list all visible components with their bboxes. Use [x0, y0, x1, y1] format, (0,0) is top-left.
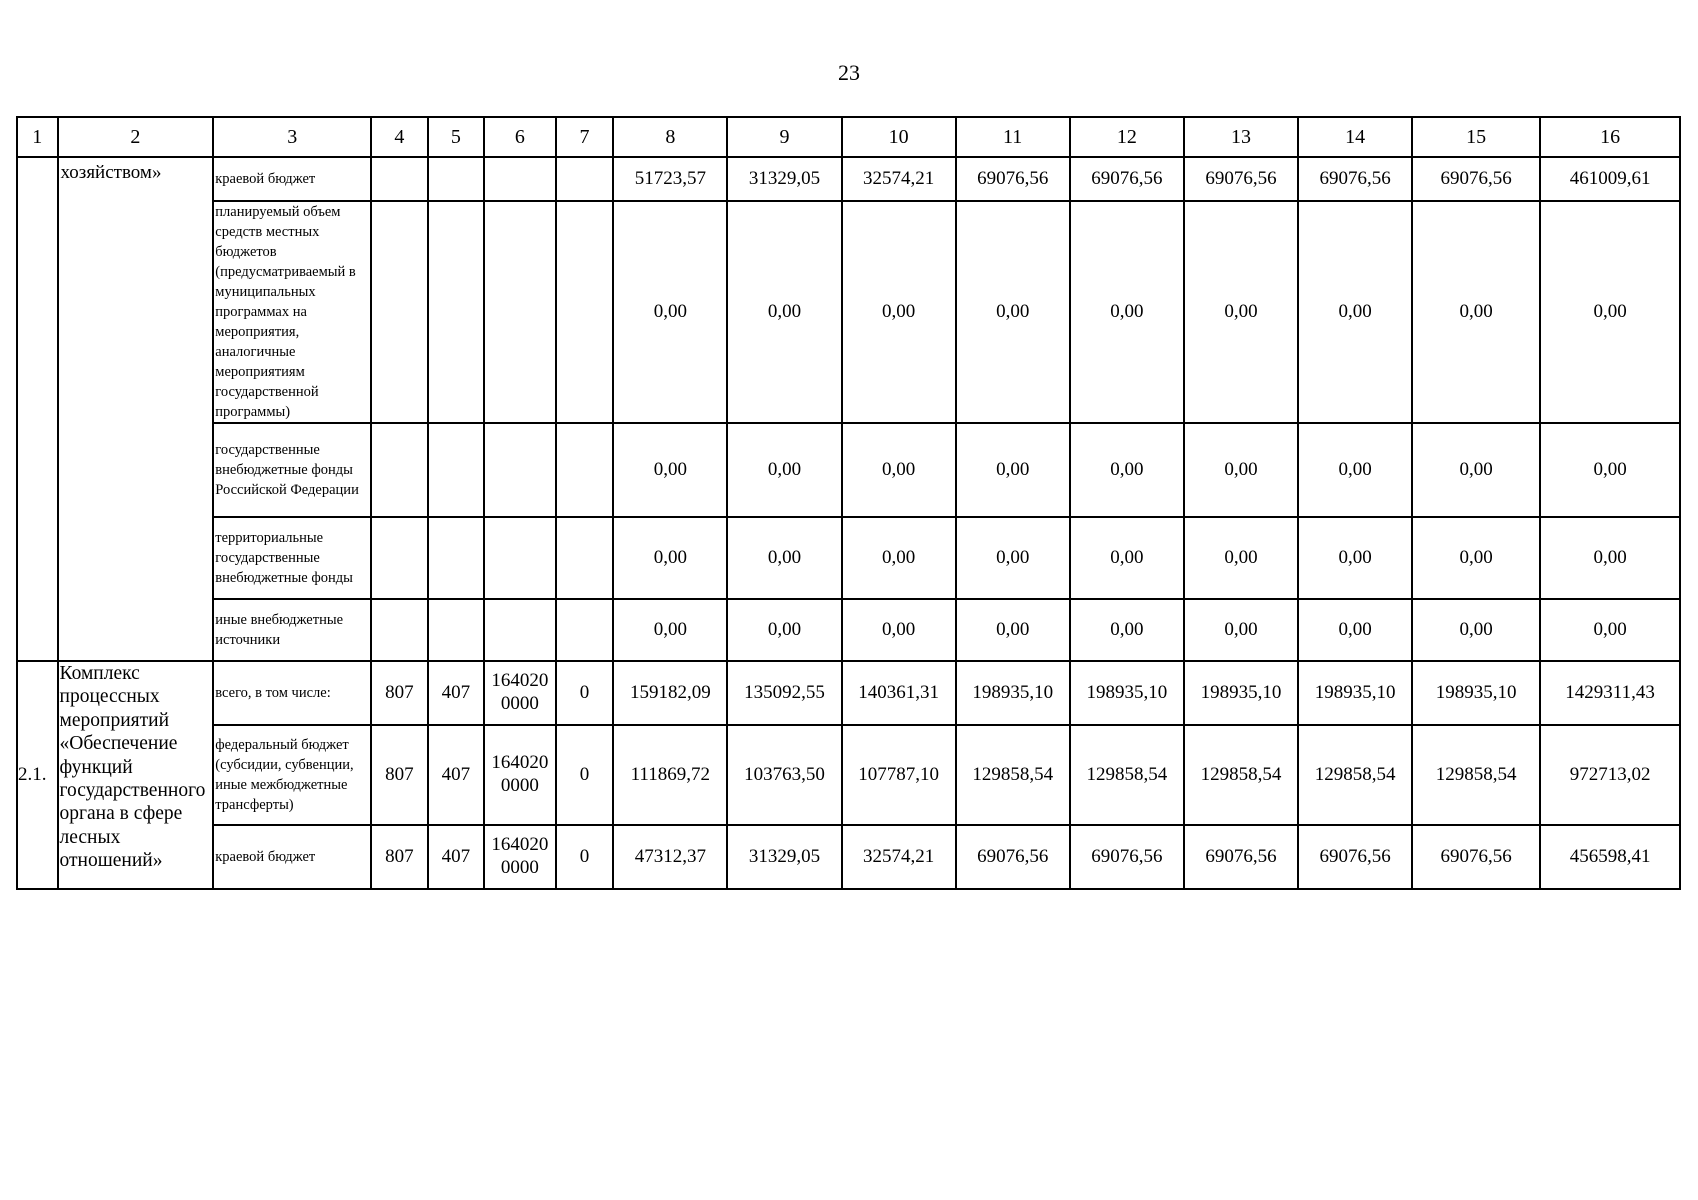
code-cell	[371, 201, 428, 423]
column-header: 8	[613, 117, 727, 157]
value-cell: 103763,50	[727, 725, 841, 825]
code-cell	[428, 157, 485, 201]
code-cell	[484, 201, 555, 423]
value-cell: 47312,37	[613, 825, 727, 889]
value-cell: 456598,41	[1540, 825, 1680, 889]
funding-source: территориальные государственные внебюджетные фонды	[213, 517, 371, 599]
funding-source: краевой бюджет	[213, 825, 371, 889]
funding-source: планируемый объем средств местных бюджетов (предусматриваемый в муниципальных программах на мероприятия, аналогичные мероприятиям государственной программы)	[213, 201, 371, 423]
code-cell	[556, 201, 614, 423]
value-cell: 0,00	[727, 517, 841, 599]
value-cell: 0,00	[1070, 517, 1184, 599]
value-cell: 0,00	[1184, 599, 1298, 661]
column-header: 12	[1070, 117, 1184, 157]
item-name: Комплекс процессных мероприятий «Обеспечение функций государственного органа в сфере лесных отношений»	[58, 661, 214, 889]
code-cell	[428, 423, 485, 517]
column-header: 1	[17, 117, 58, 157]
header-row	[17, 117, 1680, 157]
value-cell: 0,00	[1184, 423, 1298, 517]
value-cell: 111869,72	[613, 725, 727, 825]
column-header: 3	[213, 117, 371, 157]
value-cell: 129858,54	[956, 725, 1070, 825]
value-cell: 69076,56	[1412, 157, 1540, 201]
column-header: 4	[371, 117, 428, 157]
value-cell: 461009,61	[1540, 157, 1680, 201]
value-cell: 0,00	[613, 423, 727, 517]
value-cell: 0,00	[842, 201, 956, 423]
value-cell: 0,00	[613, 201, 727, 423]
code-cell: 164020 0000	[484, 725, 555, 825]
code-cell	[484, 157, 555, 201]
code-cell: 164020 0000	[484, 825, 555, 889]
value-cell: 129858,54	[1412, 725, 1540, 825]
column-header: 2	[58, 117, 214, 157]
value-cell: 0,00	[1298, 599, 1412, 661]
code-cell: 0	[556, 825, 614, 889]
value-cell: 31329,05	[727, 157, 841, 201]
value-cell: 0,00	[1298, 201, 1412, 423]
value-cell: 198935,10	[1412, 661, 1540, 725]
value-cell: 135092,55	[727, 661, 841, 725]
value-cell: 69076,56	[956, 157, 1070, 201]
value-cell: 198935,10	[1298, 661, 1412, 725]
value-cell: 0,00	[1298, 517, 1412, 599]
column-header: 5	[428, 117, 485, 157]
column-header: 7	[556, 117, 614, 157]
column-header: 16	[1540, 117, 1680, 157]
code-cell	[556, 599, 614, 661]
budget-table	[16, 116, 1681, 890]
funding-source: государственные внебюджетные фонды Российской Федерации	[213, 423, 371, 517]
funding-source: краевой бюджет	[213, 157, 371, 201]
code-cell	[371, 423, 428, 517]
value-cell: 0,00	[956, 599, 1070, 661]
column-header: 15	[1412, 117, 1540, 157]
table-row	[17, 599, 1680, 661]
value-cell: 0,00	[1540, 201, 1680, 423]
column-header: 13	[1184, 117, 1298, 157]
value-cell: 0,00	[1412, 599, 1540, 661]
value-cell: 0,00	[956, 423, 1070, 517]
value-cell: 0,00	[1184, 201, 1298, 423]
code-cell: 407	[428, 661, 485, 725]
page-number: 23	[838, 60, 860, 85]
value-cell: 0,00	[1540, 423, 1680, 517]
value-cell: 0,00	[727, 201, 841, 423]
table-row	[17, 661, 1680, 725]
value-cell: 0,00	[727, 599, 841, 661]
value-cell: 972713,02	[1540, 725, 1680, 825]
code-cell	[556, 157, 614, 201]
table-row	[17, 423, 1680, 517]
value-cell: 0,00	[1540, 599, 1680, 661]
code-cell	[428, 517, 485, 599]
code-cell: 164020 0000	[484, 661, 555, 725]
table-row	[17, 825, 1680, 889]
value-cell: 0,00	[1184, 517, 1298, 599]
value-cell: 198935,10	[1070, 661, 1184, 725]
value-cell: 69076,56	[956, 825, 1070, 889]
value-cell: 129858,54	[1070, 725, 1184, 825]
value-cell: 0,00	[613, 599, 727, 661]
value-cell: 69076,56	[1070, 825, 1184, 889]
code-cell	[484, 517, 555, 599]
column-header: 10	[842, 117, 956, 157]
column-header: 14	[1298, 117, 1412, 157]
column-header: 6	[484, 117, 555, 157]
value-cell: 140361,31	[842, 661, 956, 725]
value-cell: 0,00	[842, 599, 956, 661]
code-cell	[484, 599, 555, 661]
code-cell	[428, 599, 485, 661]
value-cell: 69076,56	[1184, 157, 1298, 201]
value-cell: 1429311,43	[1540, 661, 1680, 725]
value-cell: 69076,56	[1412, 825, 1540, 889]
code-cell: 407	[428, 825, 485, 889]
value-cell: 0,00	[842, 423, 956, 517]
code-cell	[556, 517, 614, 599]
code-cell: 807	[371, 825, 428, 889]
code-cell	[371, 157, 428, 201]
code-cell	[556, 423, 614, 517]
value-cell: 69076,56	[1184, 825, 1298, 889]
value-cell: 0,00	[1070, 599, 1184, 661]
code-cell: 807	[371, 725, 428, 825]
code-cell	[371, 517, 428, 599]
value-cell: 107787,10	[842, 725, 956, 825]
code-cell	[484, 423, 555, 517]
item-name: хозяйством»	[58, 157, 214, 661]
value-cell: 129858,54	[1298, 725, 1412, 825]
funding-source: всего, в том числе:	[213, 661, 371, 725]
value-cell: 198935,10	[1184, 661, 1298, 725]
table-row	[17, 157, 1680, 201]
row-index: 2.1.	[17, 661, 58, 889]
value-cell: 0,00	[842, 517, 956, 599]
column-header: 11	[956, 117, 1070, 157]
funding-source: иные внебюджетные источники	[213, 599, 371, 661]
value-cell: 69076,56	[1298, 825, 1412, 889]
value-cell: 32574,21	[842, 157, 956, 201]
funding-source: федеральный бюджет (субсидии, субвенции, иные межбюджетные трансферты)	[213, 725, 371, 825]
value-cell: 159182,09	[613, 661, 727, 725]
value-cell: 0,00	[956, 201, 1070, 423]
code-cell: 0	[556, 725, 614, 825]
value-cell: 129858,54	[1184, 725, 1298, 825]
table-row	[17, 725, 1680, 825]
value-cell: 0,00	[956, 517, 1070, 599]
value-cell: 198935,10	[956, 661, 1070, 725]
value-cell: 0,00	[1070, 201, 1184, 423]
value-cell: 0,00	[1070, 423, 1184, 517]
table-row	[17, 517, 1680, 599]
table-row	[17, 201, 1680, 423]
code-cell: 0	[556, 661, 614, 725]
code-cell	[428, 201, 485, 423]
value-cell: 51723,57	[613, 157, 727, 201]
value-cell: 69076,56	[1070, 157, 1184, 201]
value-cell: 0,00	[613, 517, 727, 599]
value-cell: 0,00	[1412, 423, 1540, 517]
value-cell: 31329,05	[727, 825, 841, 889]
row-index-cell	[17, 157, 58, 661]
code-cell: 807	[371, 661, 428, 725]
code-cell	[371, 599, 428, 661]
code-cell: 407	[428, 725, 485, 825]
value-cell: 0,00	[1298, 423, 1412, 517]
value-cell: 32574,21	[842, 825, 956, 889]
value-cell: 0,00	[727, 423, 841, 517]
value-cell: 69076,56	[1298, 157, 1412, 201]
value-cell: 0,00	[1412, 201, 1540, 423]
value-cell: 0,00	[1412, 517, 1540, 599]
value-cell: 0,00	[1540, 517, 1680, 599]
column-header: 9	[727, 117, 841, 157]
